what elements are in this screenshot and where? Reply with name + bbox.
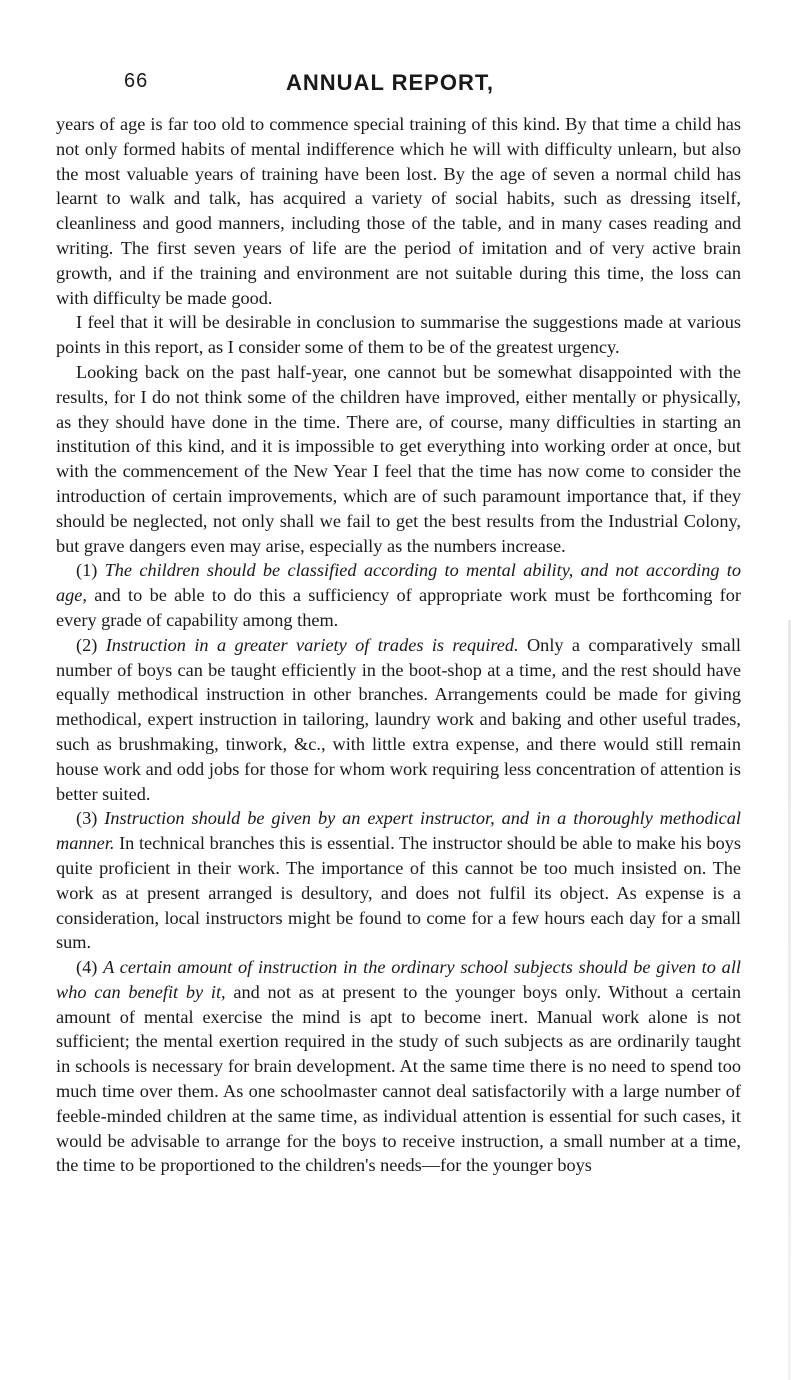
suggestion-heading: Instruction should be given by an expert instructor, and in a thoroughly methodical manner. [56,808,742,854]
page-edge-shadow [788,620,791,1380]
suggestion-1 [56,558,741,632]
suggestion-number: (3) [76,808,98,829]
running-head-title: ANNUAL REPORT, [286,70,494,95]
suggestion-4 [56,955,741,1178]
suggestion-heading: Instruction in a greater variety of trades is required. [105,634,519,655]
paragraph-looking-back: Looking back on the past half-year, one cannot but be somewhat disappointed with the results, for I do not think some of the children have improved, either mentally or physically, as they should have done in the time. There are, of course, many difficulties in starting an institution of this kind, and it is impossible to get everything into working order at once, but with the commencement of the New Year I feel that the time has now come to consider the introduction of certain improvements, which are of such paramount importance that, if they should be neglected, not only shall we fail to get the best results from the Industrial Colony, but grave dangers even may arise, especially as the numbers increase. [56,361,741,556]
suggestion-number: (2) [76,634,98,655]
suggestion-number: (4) [76,957,98,978]
suggestion-body: Only a comparatively small number of boys can be taught efficiently in the boot-shop at a time, and the rest should have equally methodical instruction in other branches. Arrangements could be made for giving methodical, expert instruction in tailoring, laundry work and baking and other useful trades, such as brushmaking, tinwork, &c., with little extra expense, and there would still remain house work and odd jobs for those for whom work requiring less concentration of attention is better suited. [56,634,741,804]
suggestion-number: (1) [76,560,98,581]
paragraph-summary-intro: I feel that it will be desirable in conclusion to summarise the suggestions made at various points in this report, as I consider some of them to be of the greatest urgency. [56,312,741,358]
paragraph-continuation: years of age is far too old to commence special training of this kind. By that time a child has not only formed habits of mental indifference which he will with difficulty unlearn, but also the most valuable years of training have been lost. By the age of seven a normal child has learnt to walk and talk, has acquired a variety of social habits, such as dressing itself, cleanliness and good manners, including those of the table, and in many cases reading and writing. The first seven years of life are the period of imitation and of very active brain growth, and if the training and environment are not suitable during this time, the loss can with difficulty be made good. [56,114,741,308]
body-text [56,112,741,1178]
suggestion-heading: A certain amount of instruction in the ordinary school subjects should be given to all who can benefit by it, [56,957,741,1002]
suggestion-body: In technical branches this is essential. The instructor should be able to make his boys quite proficient in their work. The importance of this cannot be too much insisted on. The work as at present arranged is desultory, and does not fulfil its object. As expense is a consideration, local instructors might be found to come for a few hours each day for a small sum. [56,833,741,953]
suggestion-heading: The children should be classified according to mental ability, and not according to age, [56,560,741,606]
suggestion-2 [56,633,741,807]
suggestion-body: and not as at present to the younger boys only. Without a certain amount of mental exercise the mind is apt to become inert. Manual work alone is not sufficient; the mental exertion required in the study of such subjects as are ordinarily taught in schools is necessary for brain development. At the same time there is no need to spend too much time over them. As one schoolmaster cannot deal satisfactorily with a large number of feeble-minded children at the same time, as individual attention is essential for such cases, it would be advisable to arrange for the boys to receive instruction, a small number at a time, the time to be proportioned to the children's needs—for the younger boys [56,981,741,1176]
suggestion-body: and to be able to do this a sufficiency of appropriate work must be forthcoming for every grade of capability among them. [56,585,741,630]
page-header [0,70,801,94]
suggestion-3 [56,806,741,955]
page-number: 66 [124,70,149,92]
